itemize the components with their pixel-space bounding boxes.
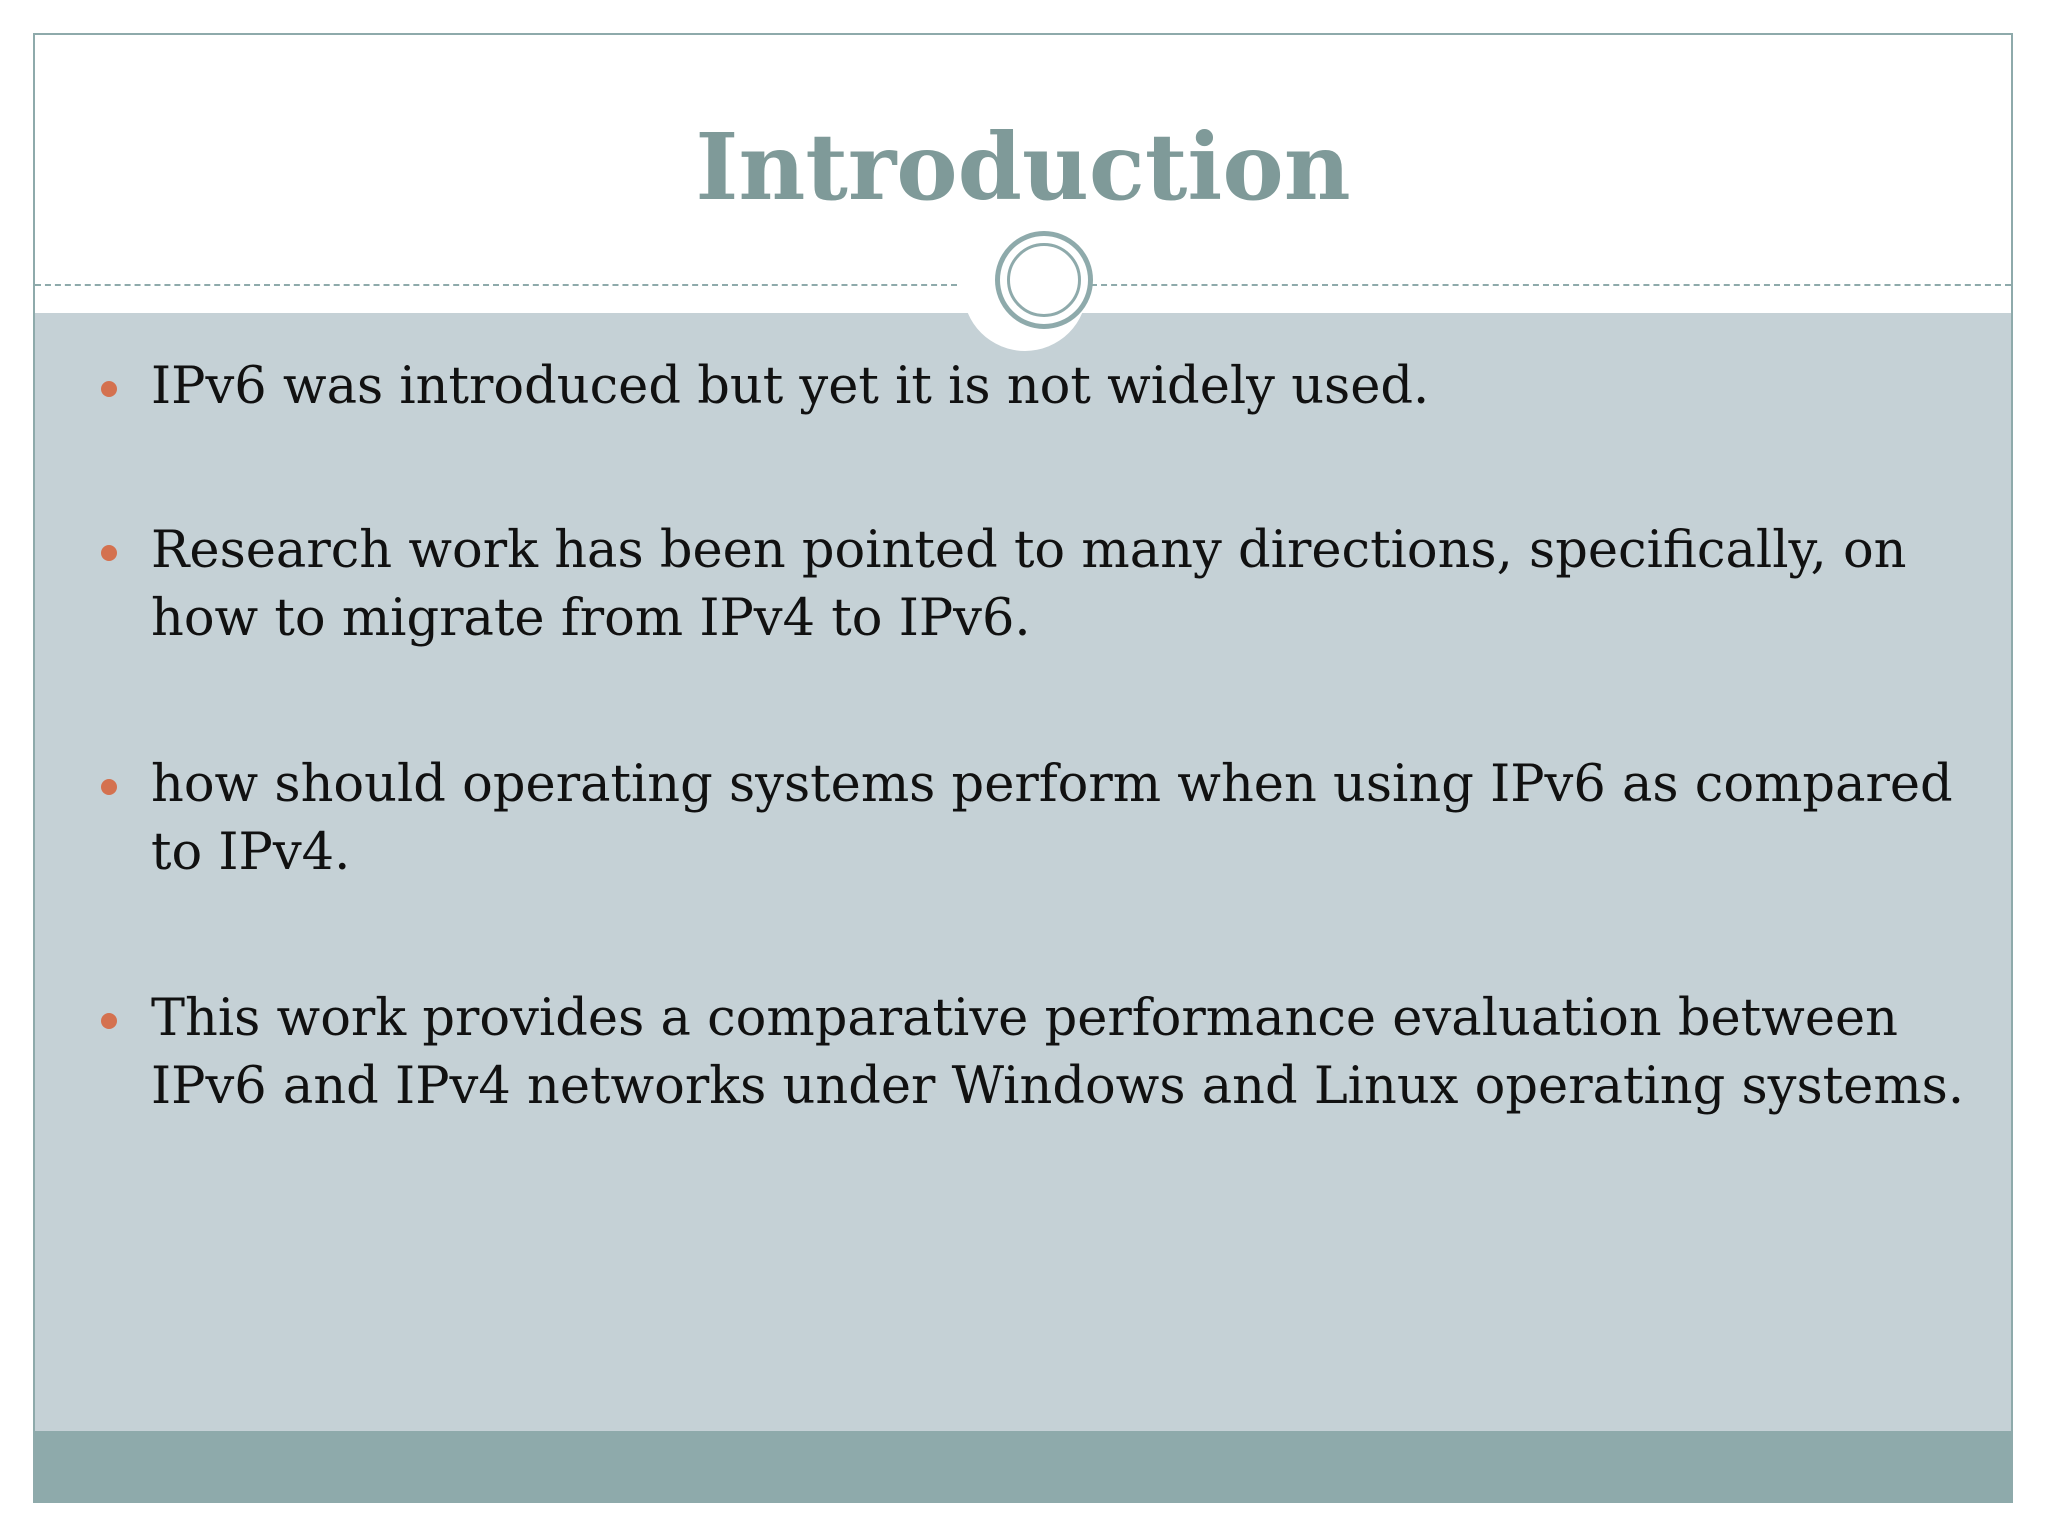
bullet-dot-icon (101, 779, 117, 795)
bullet-dot-icon (101, 381, 117, 397)
bullet-item (151, 985, 1981, 1121)
bullet-item (151, 751, 1981, 887)
bullet-item (151, 517, 1981, 653)
bullet-text: IPv6 was introduced but yet it is not widely used. (151, 357, 1430, 416)
slide (33, 33, 2013, 1503)
bullet-dot-icon (101, 1013, 117, 1029)
slide-title: Introduction (695, 113, 1351, 221)
bullet-item (151, 353, 1981, 421)
bullet-text: how should operating systems perform when using IPv6 as compared to IPv4. (151, 755, 1953, 882)
bullet-text: This work provides a comparative performance evaluation between IPv6 and IPv4 networks under Windows and Linux operating systems. (151, 989, 1965, 1116)
footer-band (35, 1431, 2011, 1501)
bullet-text: Research work has been pointed to many directions, specifically, on how to migrate from IPv4 to IPv6. (151, 521, 1907, 648)
title-divider-right (1091, 284, 2011, 286)
title-divider-left (35, 284, 957, 286)
divider-medallion-inner-ring-icon (1007, 243, 1081, 317)
bullet-dot-icon (101, 545, 117, 561)
